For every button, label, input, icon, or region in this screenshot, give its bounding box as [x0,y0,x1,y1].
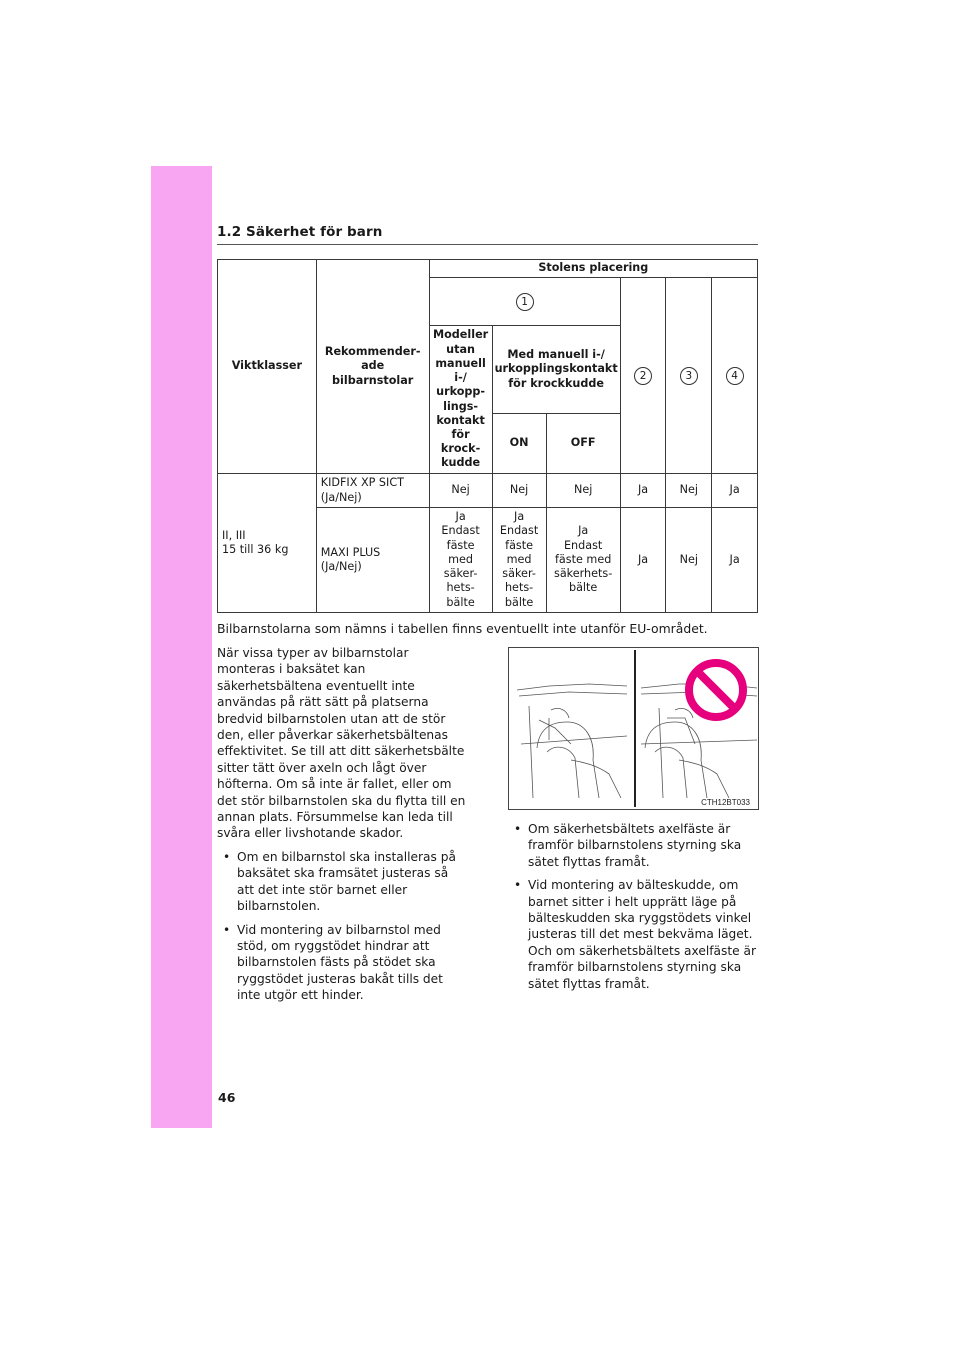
table-cell: Nej [666,474,712,508]
header-seat-position: Stolens placering [429,260,757,278]
table-cell: Ja Endast fäste med säkerhets- bälte [546,508,620,613]
header-weight-class: Viktklasser [218,260,317,474]
side-band [151,166,212,1128]
illustration-drawing [509,648,758,809]
header-with-switch: Med manuell i-/ urkopplingskontakt för krockkudde [492,326,620,414]
table-cell: Nej [429,474,492,508]
weight-class-cell: II, III 15 till 36 kg [218,474,317,613]
seat-compatibility-table [217,259,758,613]
table-cell: Ja [712,474,758,508]
table-cell: Nej [546,474,620,508]
table-cell: Ja [620,508,666,613]
header-position-3 [666,278,712,474]
table-footnote: Bilbarnstolarna som nämns i tabellen finns eventuellt inte utanför EU-området. [217,621,708,636]
position-2-marker: 2 [634,367,652,385]
figure-code: CTH12BT033 [701,798,750,807]
header-position-2 [620,278,666,474]
page-number: 46 [218,1090,236,1105]
seatbelt-illustration [508,647,759,810]
section-rule [217,244,758,245]
right-column [508,821,760,999]
header-recommended-seats: Rekommender- ade bilbarnstolar [316,260,429,474]
prohibited-icon [689,663,743,717]
position-1-marker: 1 [516,293,534,311]
header-off: OFF [546,414,620,474]
header-on: ON [492,414,546,474]
table-cell: Ja Endast fäste med säker- hets- bälte [492,508,546,613]
seat-name-cell: KIDFIX XP SICT (Ja/Nej) [316,474,429,508]
table-cell: Ja [712,508,758,613]
bullet-item: • Vid montering av bilbarnstol med stöd, om ryggstödet hindrar att bilbarnstolen fästs på stödet ska ryggstödet justeras bakåt tills det inte utgör ett hinder. [217,922,467,1004]
bullet-item: • Vid montering av bälteskudde, om barnet sitter i helt upprätt läge på bälteskudden ska ryggstödets vinkel justeras till det mest bekväma läget. Och om säkerhetsbältets axelfäste är framför bilbarnstolens styrning ska sätet flyttas framåt. [508,877,760,992]
body-paragraph: När vissa typer av bilbarnstolar monteras i baksätet kan säkerhetsbältena eventuellt inte användas på rätt sätt på platserna bredvid bilbarnstolen utan att de stör den, eller påverkar säkerhetsbältenas effektivitet. Se till att ditt säkerhetsbälte sitter tätt över axeln och lågt över höfterna. Om så inte är fallet, eller om det stör bilbarnstolen ska du flytta till en annan plats. Försummelse kan leda till svåra eller livshotande skador. [217,646,466,841]
position-4-marker: 4 [726,367,744,385]
table-cell: Ja [620,474,666,508]
header-position-1 [429,278,620,326]
bullet-item: • Om säkerhetsbältets axelfäste är framför bilbarnstolens styrning ska sätet flyttas framåt. [508,821,760,870]
header-without-switch: Modeller utan manuell i-/ urkopp- lings- kontakt för krock- kudde [429,326,492,474]
table-cell: Nej [666,508,712,613]
table-cell: Nej [492,474,546,508]
table-row [218,474,758,508]
bullet-item: • Om en bilbarnstol ska installeras på baksätet ska framsätet justeras så att det inte stör barnet eller bilbarnstolen. [217,849,467,915]
section-title: 1.2 Säkerhet för barn [217,224,383,240]
table-cell: Ja Endast fäste med säker- hets- bälte [429,508,492,613]
header-position-4 [712,278,758,474]
seat-name-cell: MAXI PLUS (Ja/Nej) [316,508,429,613]
position-3-marker: 3 [680,367,698,385]
left-column [217,645,467,1011]
